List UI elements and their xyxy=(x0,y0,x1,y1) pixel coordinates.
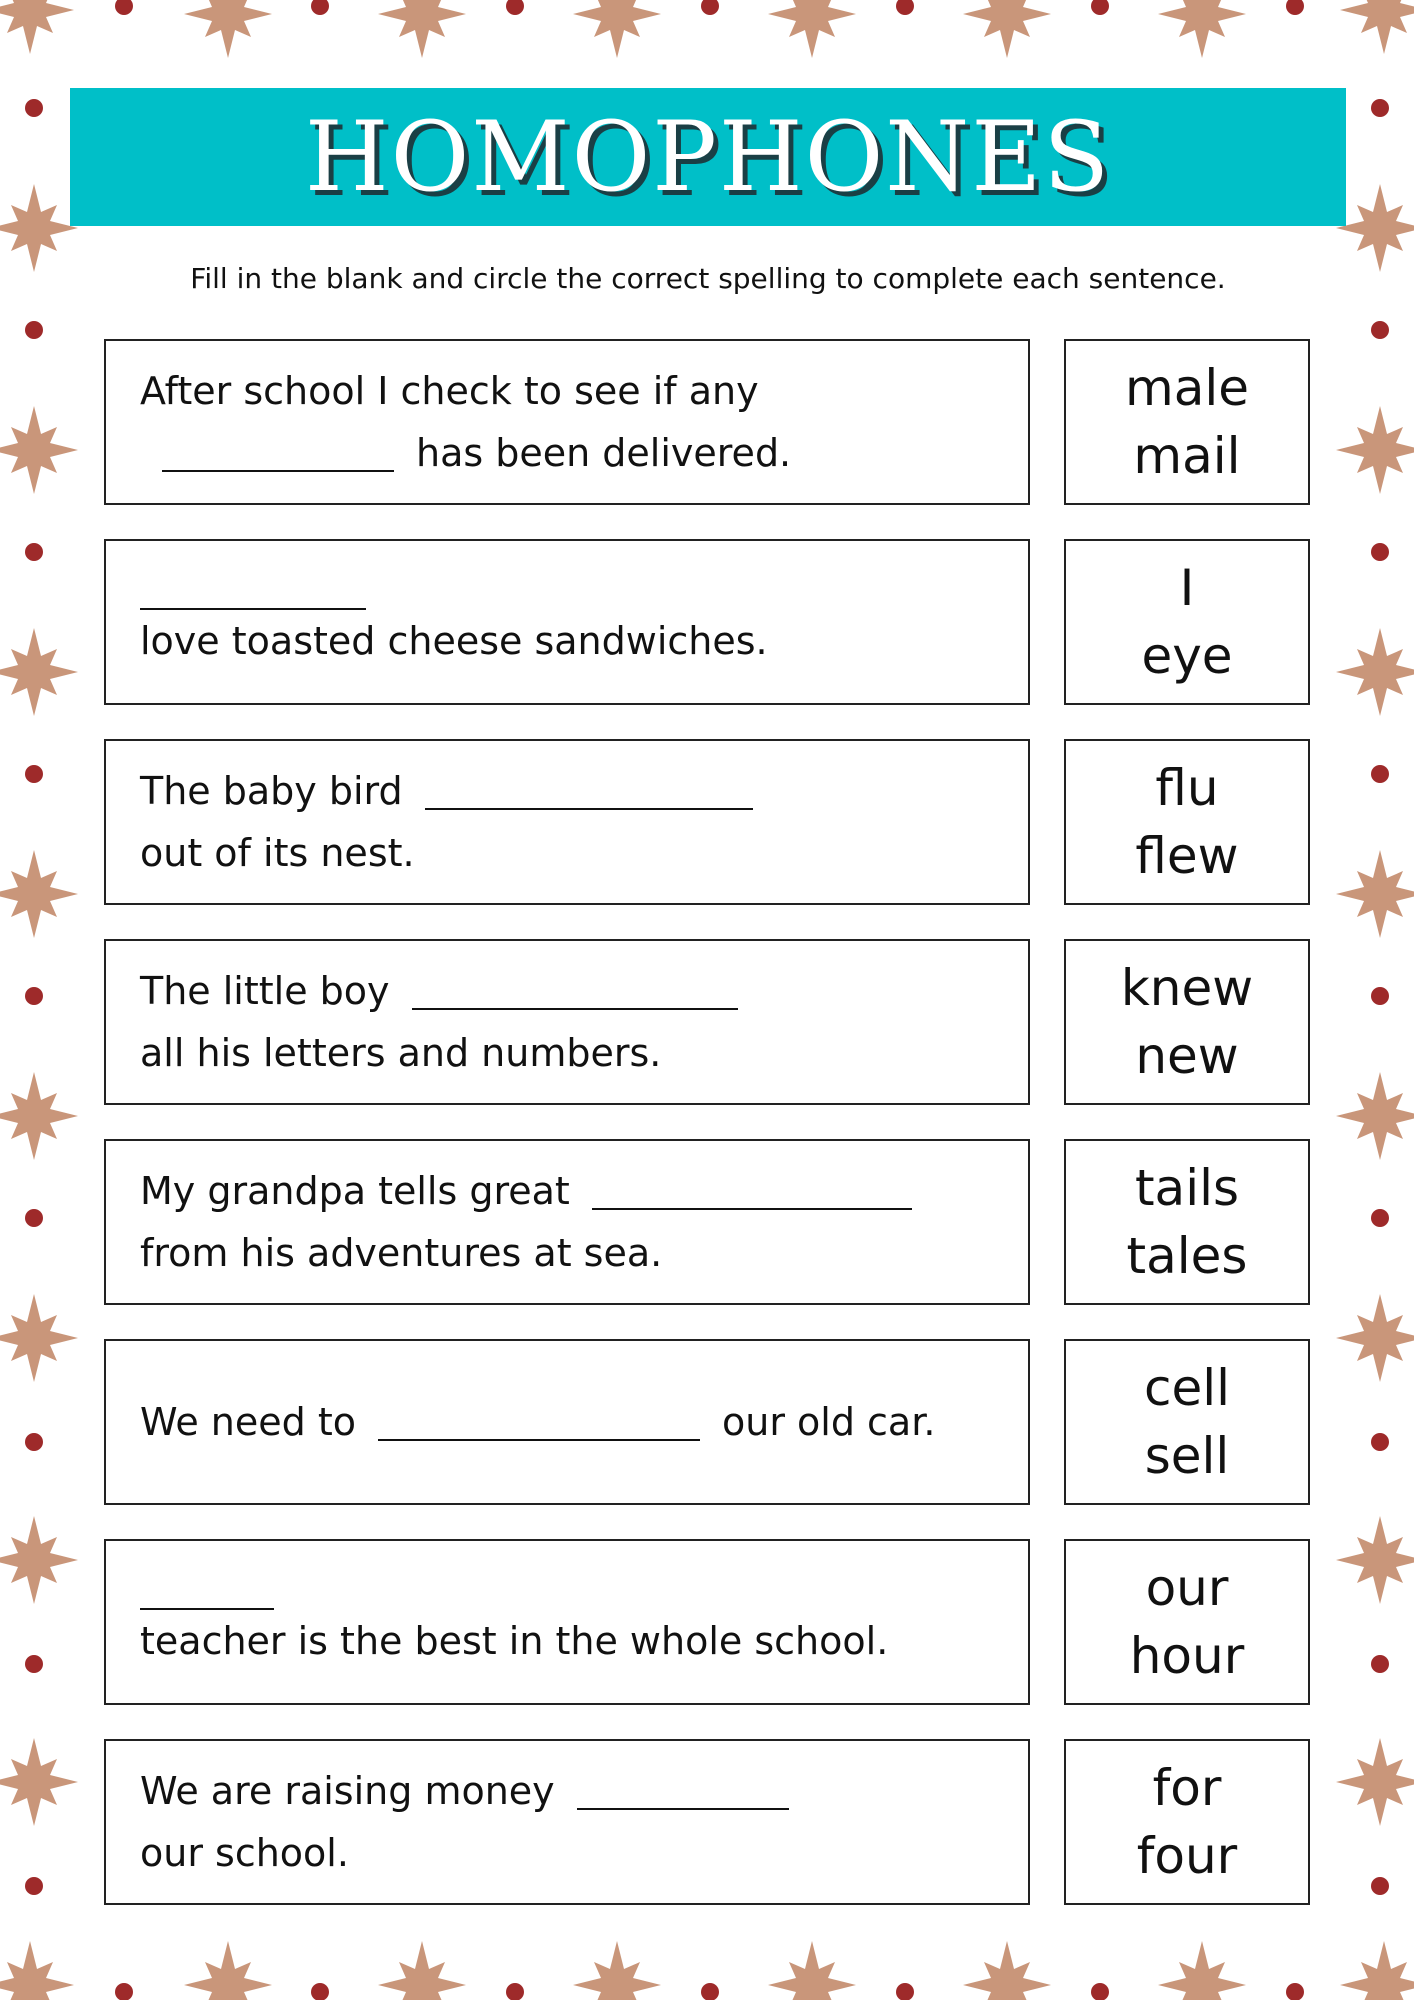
choice-box xyxy=(1064,939,1310,1105)
sentence-box xyxy=(104,539,1030,705)
choice-option[interactable]: our xyxy=(1145,1559,1229,1617)
choice-box xyxy=(1064,339,1310,505)
answer-blank[interactable] xyxy=(425,772,753,810)
choice-option[interactable]: eye xyxy=(1141,627,1233,685)
choice-box xyxy=(1064,539,1310,705)
answer-blank[interactable] xyxy=(577,1772,789,1810)
exercise-row-7 xyxy=(104,1539,1310,1705)
sentence-text-after: our old car. xyxy=(722,1400,936,1444)
exercise-row-8 xyxy=(104,1739,1310,1905)
answer-blank[interactable] xyxy=(412,972,738,1010)
choice-option[interactable]: flew xyxy=(1135,827,1239,885)
choice-option[interactable]: knew xyxy=(1120,959,1254,1017)
page-title: HOMOPHONES xyxy=(304,101,1112,213)
choice-option[interactable]: male xyxy=(1125,359,1249,417)
choice-option[interactable]: flu xyxy=(1155,759,1219,817)
sentence-text-before: My grandpa tells great xyxy=(140,1169,570,1213)
exercise-row-2 xyxy=(104,539,1310,705)
exercise-row-4 xyxy=(104,939,1310,1105)
choice-option[interactable]: cell xyxy=(1143,1359,1231,1417)
answer-blank[interactable] xyxy=(140,1572,274,1610)
exercise-row-5 xyxy=(104,1139,1310,1305)
left-border xyxy=(0,99,78,1895)
choice-option[interactable]: I xyxy=(1179,559,1195,617)
choice-option[interactable]: four xyxy=(1136,1827,1238,1885)
sentence-box xyxy=(104,739,1030,905)
instructions-text: Fill in the blank and circle the correct spelling to complete each sentence. xyxy=(190,262,1226,295)
sentence-text-before: After school I check to see if any xyxy=(140,369,759,413)
choice-box xyxy=(1064,1539,1310,1705)
sentence-text-after: love toasted cheese sandwiches. xyxy=(140,619,768,663)
sentence-box xyxy=(104,1139,1030,1305)
exercise-row-1 xyxy=(104,339,1310,505)
right-border xyxy=(1336,99,1414,1895)
choice-option[interactable]: sell xyxy=(1144,1427,1230,1485)
exercise-row-6 xyxy=(104,1339,1310,1505)
choice-option[interactable]: hour xyxy=(1129,1627,1245,1685)
sentence-box xyxy=(104,939,1030,1105)
sentence-text-before: The little boy xyxy=(140,969,390,1013)
sentence-text-after: from his adventures at sea. xyxy=(140,1231,663,1275)
sentence-text-before: We are raising money xyxy=(140,1769,555,1813)
sentence-text-after: all his letters and numbers. xyxy=(140,1031,662,1075)
top-dot-row xyxy=(115,0,1304,15)
exercise-row-3 xyxy=(104,739,1310,905)
sentence-text-after: our school. xyxy=(140,1831,349,1875)
sentence-text-after: has been delivered. xyxy=(416,431,792,475)
choice-option[interactable]: mail xyxy=(1133,427,1241,485)
choice-option[interactable]: tails xyxy=(1134,1159,1240,1217)
sentence-box xyxy=(104,339,1030,505)
answer-blank[interactable] xyxy=(162,434,394,472)
choice-option[interactable]: new xyxy=(1135,1027,1239,1085)
choice-box xyxy=(1064,1339,1310,1505)
bottom-dot-row xyxy=(115,1983,1304,2000)
answer-blank[interactable] xyxy=(592,1172,912,1210)
sentence-text-before: The baby bird xyxy=(140,769,403,813)
sentence-text-after: teacher is the best in the whole school. xyxy=(140,1619,889,1663)
choice-box xyxy=(1064,1739,1310,1905)
choice-box xyxy=(1064,739,1310,905)
choice-box xyxy=(1064,1139,1310,1305)
sentence-box xyxy=(104,1339,1030,1505)
answer-blank[interactable] xyxy=(378,1403,700,1441)
sentence-text-after: out of its nest. xyxy=(140,831,415,875)
sentence-text-before: We need to xyxy=(140,1400,356,1444)
sentence-box xyxy=(104,1539,1030,1705)
title-banner xyxy=(70,88,1346,226)
answer-blank[interactable] xyxy=(140,572,366,610)
sentence-box xyxy=(104,1739,1030,1905)
choice-option[interactable]: tales xyxy=(1126,1227,1248,1285)
choice-option[interactable]: for xyxy=(1152,1759,1222,1817)
